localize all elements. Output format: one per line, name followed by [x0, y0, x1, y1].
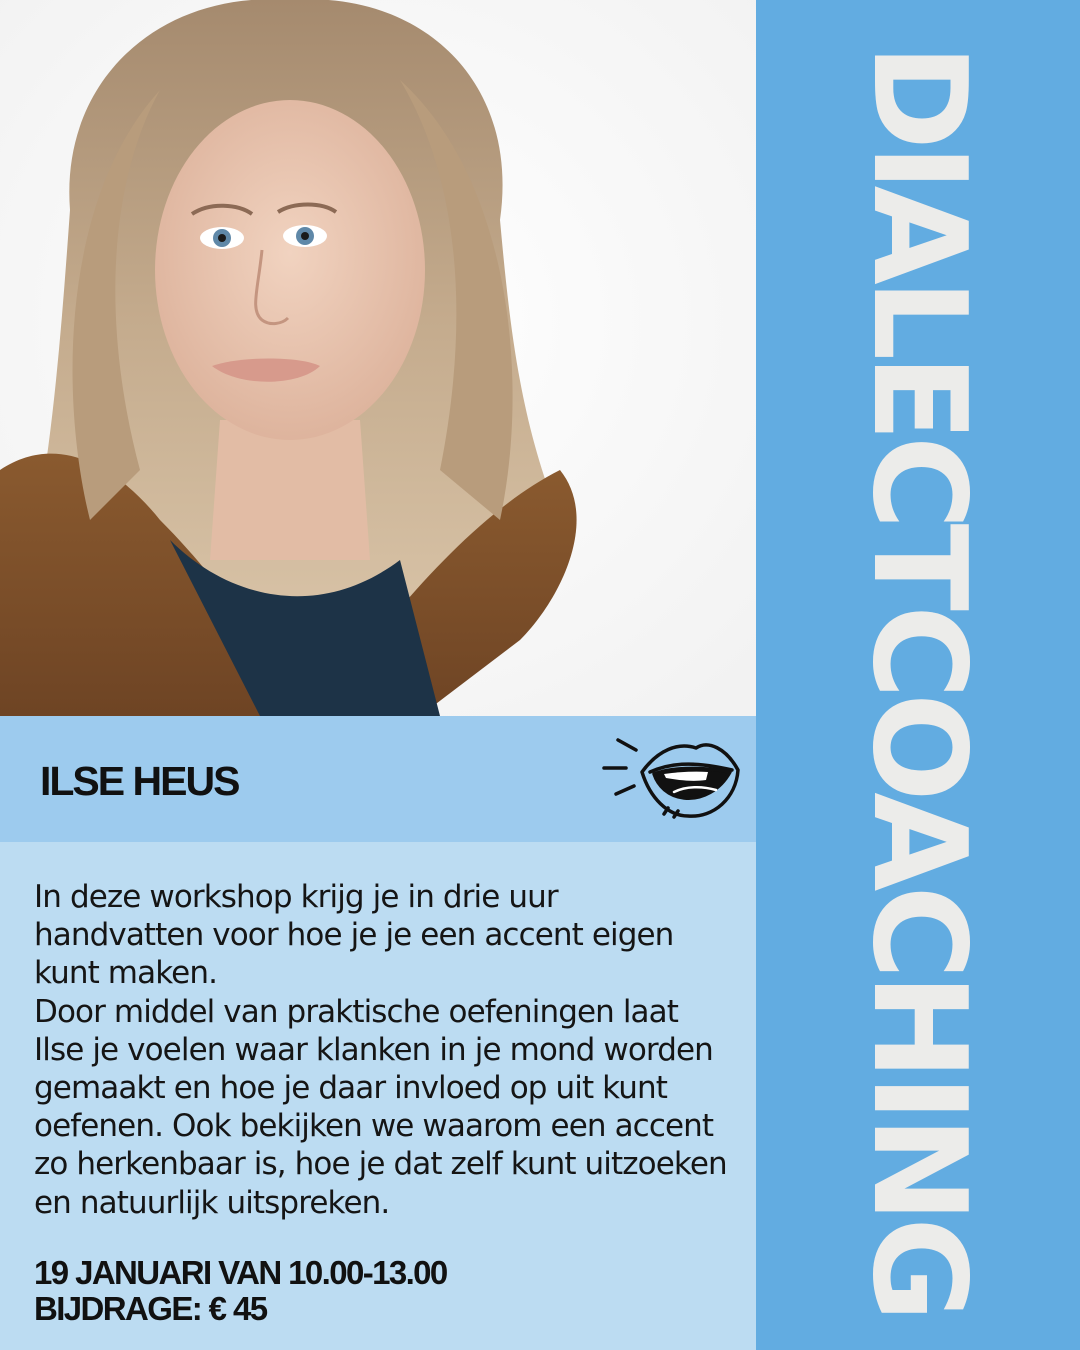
- description: [34, 878, 734, 1222]
- event-date: 19 JANUARI VAN 10.00-13.00: [34, 1254, 447, 1291]
- description-paragraph-1: In deze workshop krijg je in drie uur handvatten voor hoe je je een accent eigen kunt maken.: [34, 879, 674, 992]
- event-price: BIJDRAGE: € 45: [34, 1290, 267, 1327]
- lips-icon: [598, 728, 744, 828]
- description-paragraph-2: Door middel van praktische oefeningen laat Ilse je voelen waar klanken in je mond worden gemaakt en hoe je daar invloed op uit kunt oefenen. Ook bekijken we waarom een accent zo herkenbaar is, hoe je dat zelf kunt uitzoeken en natuurlijk uitspreken.: [34, 993, 727, 1221]
- vertical-title: DIALECTCOACHING: [844, 43, 993, 1317]
- coach-name: ILSE HEUS: [40, 758, 239, 804]
- portrait-photo: [0, 0, 756, 716]
